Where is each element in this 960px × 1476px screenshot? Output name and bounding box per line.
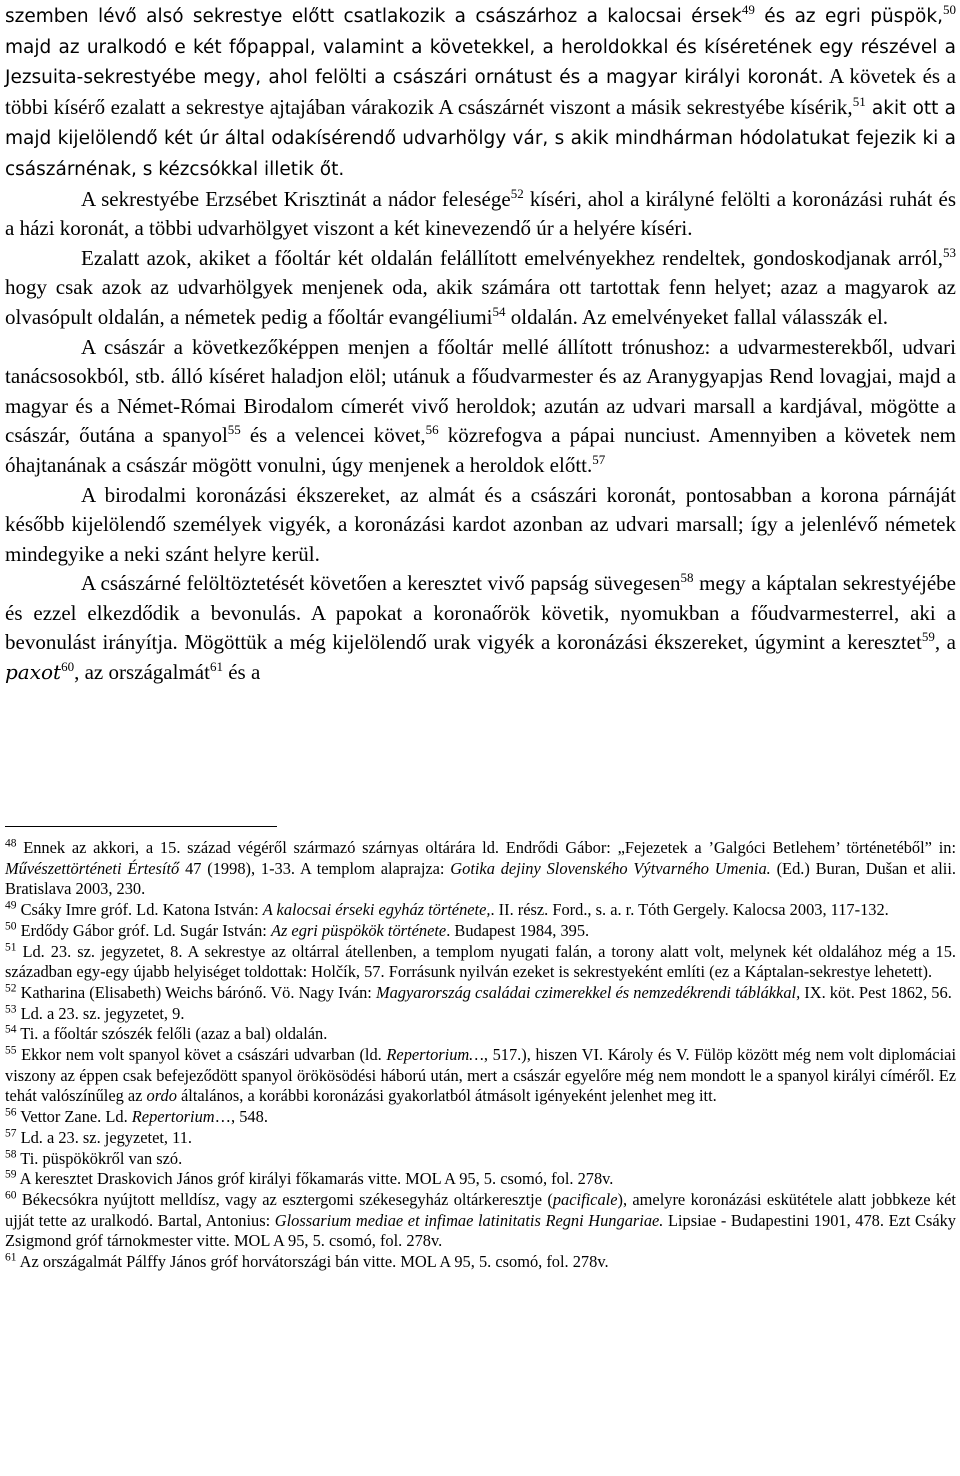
text-run: Ezalatt azok, akiket a főoltár két oldalán felállított emelvényekhez rendeltek, gondoskodjanak arról, xyxy=(81,245,943,270)
footnote-number: 56 xyxy=(5,1106,17,1119)
footnote-60 xyxy=(5,1190,956,1252)
text-run: , a xyxy=(934,630,956,655)
paragraph-2 xyxy=(5,185,956,244)
footnote-text-italic: Magyarország családai czimerekkel és nemzedékrendi táblákkal, xyxy=(375,982,801,1002)
footnote-number: 55 xyxy=(5,1044,17,1057)
footnote-ref[interactable]: 59 xyxy=(921,629,935,645)
footnote-text-italic: ordo xyxy=(146,1086,177,1106)
footnote-text: Ekkor nem volt spanyol követ a császári udvarban (ld. xyxy=(16,1045,387,1065)
footnote-ref[interactable]: 51 xyxy=(852,93,866,109)
footnote-53 xyxy=(5,1004,956,1025)
footnote-text: 47 (1998), 1-33. A templom alaprajza: xyxy=(179,858,451,878)
footnote-55 xyxy=(5,1045,956,1107)
footnote-text: általános, a korábbi koronázási gyakorlatból átmásolt igényeként jelenhet meg itt. xyxy=(176,1086,717,1106)
footnote-text-italic: pacificale xyxy=(552,1189,618,1209)
footnotes xyxy=(5,838,956,1273)
footnote-ref[interactable]: 49 xyxy=(741,2,755,17)
paragraph-5 xyxy=(5,481,956,570)
text-run: megy a káptalan sekrestyéjébe és ezzel elkezdődik a bevonulás. A papokat a koronaőrök követik, nyomukban a főudvarmesterrel, aki a bevonulást irányítja. Mögöttük a még kijelölendő urak vigyék a koronázási ékszereket, úgymint a keresztet xyxy=(5,571,956,655)
text-run: szemben lévő alsó sekrestye előtt csatlakozik a császárhoz a kalocsai érsek xyxy=(5,6,742,27)
footnote-text: Ti. a főoltár szószék felőli (azaz a bal) oldalán. xyxy=(16,1024,328,1044)
footnote-text: , 517.), hiszen VI. Károly és V. Fülöp között még nem volt diplomáciai viszony az éppen csak befejeződött spanyol örökösödési háború után, mert a császár egyelőre még nem mondott le a spanyol királyi címéről. Ez tehát valószínűleg az xyxy=(5,1045,956,1106)
footnote-text: ), amelyre koronázási eskütétele alatt jobbkeze két ujját tette az uralkodó. Bartal, Antonius: xyxy=(5,1189,956,1230)
footnote-text-italic: Művészettörténeti Értesítő xyxy=(5,858,180,878)
footnote-text-italic: Repertorium… xyxy=(386,1045,484,1065)
footnote-54 xyxy=(5,1024,956,1045)
text-run: hogy csak azok az udvarhölgyek menjenek oda, akik számára ott tartottak fenn helyet; azaz a magyarok az olvasópult oldalán, a németek pedig a főoltár evangéliumi xyxy=(5,275,956,329)
footnote-ref[interactable]: 61 xyxy=(209,659,223,675)
footnote-text: Lipsiae - Budapestini 1901, 478. Ezt Csáky Zsigmond gróf tárnokmester vitte. MOL A 95, 5. csomó, fol. 278v. xyxy=(5,1210,956,1251)
footnote-ref[interactable]: 53 xyxy=(942,244,956,260)
footnote-text: …, 548. xyxy=(214,1107,268,1127)
footnote-text-italic: Glossarium mediae et infimae latinitatis Regni Hungariae. xyxy=(274,1210,664,1230)
footnote-ref[interactable]: 60 xyxy=(61,659,75,675)
footnote-58 xyxy=(5,1149,956,1170)
footnote-text: Ennek az akkori, a 15. század végéről származó szárnyas oltárára ld. Endrődi Gábor: „Fejezetek a ’Galgóci Betlehem’ történetéből” in: xyxy=(16,838,956,857)
footnote-text: Ti. püspökökről van szó. xyxy=(16,1148,183,1168)
footnote-text: Ld. 23. sz. jegyzetet, 8. A sekrestye az oltárral átellenben, a templom nyugati falán, a torony alatt volt, melynek két oldalához még a 15. században egy-egy újabb helyiséget toldottak: Holčík, 57. Forrásunk nyilván ezeket is sekrestyeként említi (ez a Káptalan-sekrestye lehetett). xyxy=(5,941,956,982)
footnote-ref[interactable]: 56 xyxy=(425,422,439,438)
footnote-text: Vettor Zane. Ld. xyxy=(16,1107,132,1127)
text-run: és a xyxy=(222,660,261,685)
footnote-text: Békecsókra nyújtott melldísz, vagy az esztergomi székesegyház oltárkeresztje ( xyxy=(16,1189,553,1209)
text-run: majd az uralkodó e két főpappal, valamint a követekkel, a heroldokkal és kíséretének egy részével a Jezsuita-sekrestyébe megy, ahol felölti a császári ornátust és a magyar királyi koronát. xyxy=(5,36,956,89)
footnote-text: Az országalmát Pálffy János gróf horvátországi bán vitte. MOL A 95, 5. csomó, fol. 278v. xyxy=(16,1252,609,1272)
footnote-number: 52 xyxy=(5,982,17,995)
footnote-text: . Budapest 1984, 395. xyxy=(446,920,590,940)
text-run: közrefogva a pápai nunciust. Amennyiben a követek nem óhajtanának a császár mögött vonulni, úgy menjenek a heroldok előtt. xyxy=(5,423,956,477)
paragraph-1 xyxy=(5,1,956,185)
footnote-text: . II. rész. Ford., s. a. r. Tóth Gergely. Kalocsa 2003, 117-132. xyxy=(490,900,889,920)
text-run: A követek és a többi kísérő ezalatt a sekrestye ajtajában várakozik A császárnét viszont a másik sekrestyébe kísérik, xyxy=(5,64,956,119)
paragraph-6 xyxy=(5,569,956,687)
footnote-text: Ld. a 23. sz. jegyzetet, 11. xyxy=(16,1127,193,1147)
text-run: A császár a következőképpen menjen a főoltár mellé állított trónushoz: a udvarmesterekből, udvari tanácsosokból, stb. álló kíséret haladjon elöl; utánuk a főudvarmester és az Aranygyapjas Rend lovagjai, majd a magyar és a Német-Római Birodalom címerét vivő heroldok; azután az udvari marsall a kardjával, mögötte a császár, őutána a spanyol xyxy=(5,334,956,448)
text-run: és az egri püspök, xyxy=(754,6,943,27)
footnote-ref[interactable]: 58 xyxy=(680,570,694,586)
footnote-ref[interactable]: 50 xyxy=(942,2,956,17)
footnote-text-italic: Repertorium xyxy=(131,1107,215,1127)
text-run: A birodalmi koronázási ékszereket, az almát és a császári koronát, pontosabban a korona párnáját később kijelölendő személyek vigyék, a koronázási kardot azonban az udvari marsall; így a jelenlévő németek mindegyike a neki szánt helyre kerül. xyxy=(5,482,956,566)
footnote-ref[interactable]: 55 xyxy=(227,422,241,438)
footnote-text: (Ed.) Buran, Dušan et alii. Bratislava 2003, 230. xyxy=(5,858,956,899)
main-text xyxy=(5,1,956,688)
footnote-51 xyxy=(5,942,956,983)
footnote-number: 51 xyxy=(5,941,17,954)
footnote-text: A keresztet Draskovich János gróf királyi főkamarás vitte. MOL A 95, 5. csomó, fol. 278v. xyxy=(16,1169,614,1189)
footnote-text: IX. köt. Pest 1862, 56. xyxy=(800,982,952,1002)
text-run-italic: paxot xyxy=(5,660,62,685)
footnote-52 xyxy=(5,983,956,1004)
footnote-number: 49 xyxy=(5,899,17,912)
footnote-ref[interactable]: 57 xyxy=(592,451,606,467)
footnote-separator xyxy=(5,826,277,827)
footnote-59 xyxy=(5,1169,956,1190)
footnote-50 xyxy=(5,921,956,942)
paragraph-3 xyxy=(5,244,956,333)
text-run: és a velencei követ, xyxy=(240,423,426,448)
footnote-text: Katharina (Elisabeth) Weichs bárónő. Vö. Nagy Iván: xyxy=(16,982,376,1002)
footnote-text: Csáky Imre gróf. Ld. Katona István: xyxy=(16,900,263,920)
footnote-57 xyxy=(5,1128,956,1149)
footnote-number: 58 xyxy=(5,1148,17,1161)
text-run: oldalán. Az emelvényeket fallal válasszák el. xyxy=(505,304,889,329)
paragraph-4 xyxy=(5,333,956,481)
footnote-ref[interactable]: 52 xyxy=(510,185,524,201)
footnote-text-italic: Az egri püspökök története xyxy=(270,920,447,940)
text-run: akit ott a majd kijelölendő két úr által odakísérendő udvarhölgy vár, s akik mindhárman hódolatukat fejezik ki a császárnénak, s kézcsókkal illetik őt. xyxy=(5,97,956,180)
footnote-number: 54 xyxy=(5,1023,17,1036)
footnote-49 xyxy=(5,900,956,921)
footnote-61 xyxy=(5,1252,956,1273)
footnote-number: 50 xyxy=(5,920,17,933)
footnote-number: 61 xyxy=(5,1251,17,1264)
footnote-text-italic: A kalocsai érseki egyház története, xyxy=(262,900,491,920)
footnote-number: 60 xyxy=(5,1189,17,1202)
footnote-number: 53 xyxy=(5,1003,17,1016)
footnote-text: Erdődy Gábor gróf. Ld. Sugár István: xyxy=(16,920,271,940)
text-run: A sekrestyébe Erzsébet Krisztinát a nádor felesége xyxy=(81,186,511,211)
footnote-number: 59 xyxy=(5,1168,17,1181)
footnote-48 xyxy=(5,838,956,900)
text-run: A császárné felöltöztetését követően a keresztet vivő papság süvegesen xyxy=(81,571,681,596)
footnote-ref[interactable]: 54 xyxy=(492,303,506,319)
footnote-number: 57 xyxy=(5,1127,17,1140)
footnote-56 xyxy=(5,1107,956,1128)
text-run: , az országalmát xyxy=(74,660,210,685)
footnote-number: 48 xyxy=(5,837,17,850)
footnote-text-italic: Gotika dejiny Slovenského Výtvarného Umenia. xyxy=(450,858,771,878)
footnote-text: Ld. a 23. sz. jegyzetet, 9. xyxy=(16,1003,185,1023)
text-run: kíséri, ahol a királyné felölti a koronázási ruhát és a házi koronát, a többi udvarhölgyet viszont a két kinevezendő úr a helyére kíséri. xyxy=(5,186,957,241)
